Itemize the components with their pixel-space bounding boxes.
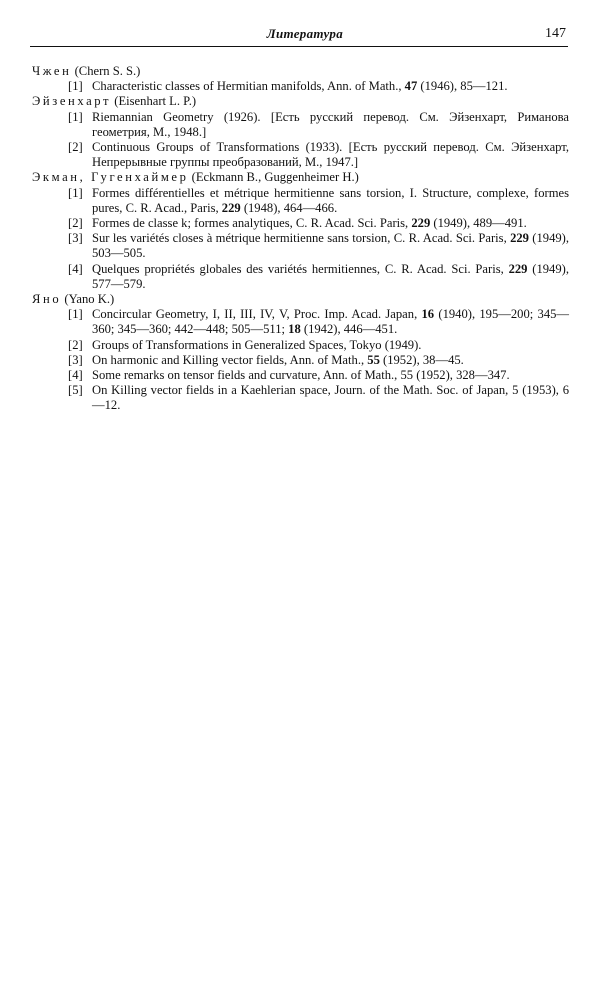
volume-number: 47 (404, 79, 418, 94)
reference-text (92, 79, 569, 94)
header-rule (30, 46, 568, 47)
reference-text-segment: Concircular Geometry, I, II, III, IV, V, Proc. Imp. Acad. Japan, (92, 307, 422, 322)
author-name-latin: (Yano K.) (61, 292, 115, 307)
reference-text (92, 110, 569, 140)
reference-text (92, 231, 569, 261)
reference-number: [5] (68, 383, 83, 398)
page-header (30, 26, 568, 48)
reference-text-segment: (1949), 577—579. (92, 261, 569, 291)
author-heading (32, 292, 569, 307)
author-heading (32, 94, 569, 109)
reference-entry (32, 186, 569, 216)
author-name-russian: Экман, Гугенхаймер (32, 170, 189, 185)
volume-number: 229 (411, 216, 431, 231)
reference-text (92, 186, 569, 216)
volume-number: 18 (288, 322, 301, 337)
author-name-russian: Чжен (32, 64, 72, 78)
reference-entry (32, 79, 569, 94)
reference-number: [1] (68, 185, 83, 200)
reference-number: [1] (68, 307, 83, 322)
reference-text-segment: (1940), 195—200; 345—360; 345—360; 442—448; 505—511; (92, 307, 570, 337)
reference-text-segment: Quelques propriétés globales des variétés hermitiennes, C. R. Acad. Sci. Paris, (92, 261, 509, 276)
reference-entry (32, 368, 569, 383)
reference-text-segment: Riemannian Geometry (1926). [Есть русский перевод. См. Эйзенхарт, Риманова геометрия, М., 1948.] (92, 109, 569, 139)
reference-text-segment: Groups of Transformations in Generalized Spaces, Tokyo (1949). (92, 337, 422, 352)
reference-text-segment: Some remarks on tensor fields and curvature, Ann. of Math., 55 (1952), 328—347. (92, 368, 510, 383)
reference-number: [1] (68, 109, 83, 124)
author-name-russian: Яно (32, 292, 62, 307)
reference-entry (32, 110, 569, 140)
reference-number: [4] (68, 261, 83, 276)
author-name-latin: (Chern S. S.) (71, 64, 141, 78)
reference-entry (32, 307, 569, 337)
reference-entry (32, 140, 569, 170)
reference-text-segment: (1949), 489—491. (430, 216, 527, 231)
reference-number: [2] (68, 216, 83, 231)
reference-text (92, 216, 569, 231)
author-name-latin: (Eckmann B., Guggenheimer H.) (188, 170, 359, 185)
reference-text (92, 383, 569, 413)
reference-text (92, 353, 569, 368)
reference-number: [2] (68, 337, 83, 352)
reference-text (92, 338, 569, 353)
volume-number: 229 (510, 231, 529, 246)
author-name-russian: Эйзенхарт (32, 94, 112, 109)
reference-text-segment: Formes différentielles et métrique hermitienne sans torsion, I. Structure, complexe, formes pures, C. R. Acad., Paris, (92, 185, 569, 215)
reference-number: [3] (68, 231, 83, 246)
author-heading (32, 64, 569, 79)
reference-text-segment: (1952), 38—45. (379, 352, 464, 367)
author-heading (32, 170, 569, 185)
reference-text-segment: (1942), 446—451. (300, 322, 398, 337)
reference-entry (32, 231, 569, 261)
reference-number: [1] (68, 79, 83, 94)
reference-entry (32, 353, 569, 368)
author-name-latin: (Eisenhart L. P.) (111, 94, 197, 109)
reference-text (92, 368, 569, 383)
reference-number: [3] (68, 352, 83, 367)
volume-number: 16 (421, 307, 435, 322)
reference-entry (32, 383, 569, 413)
reference-number: [2] (68, 140, 83, 155)
volume-number: 229 (508, 261, 528, 276)
reference-entry (32, 216, 569, 231)
reference-text-segment: Sur les variétés closes à métrique hermitienne sans torsion, C. R. Acad. Sci. Paris, (92, 231, 511, 246)
reference-text-segment: (1946), 85—121. (417, 79, 508, 94)
reference-text (92, 307, 569, 337)
reference-text (92, 140, 569, 170)
reference-text (92, 262, 569, 292)
volume-number: 229 (221, 200, 241, 215)
reference-text-segment: (1949), 503—505. (92, 231, 570, 261)
reference-text-segment: Characteristic classes of Hermitian manifolds, Ann. of Math., (92, 79, 405, 94)
running-title: Литература (266, 26, 343, 41)
reference-entry (32, 338, 569, 353)
reference-text-segment: Formes de classe k; formes analytiques, C. R. Acad. Sci. Paris, (92, 216, 412, 231)
reference-entry (32, 262, 569, 292)
page-number: 147 (545, 26, 566, 41)
reference-text-segment: On harmonic and Killing vector fields, Ann. of Math., (92, 352, 368, 367)
reference-text-segment: (1948), 464—466. (240, 200, 338, 215)
reference-text-segment: Continuous Groups of Transformations (1933). [Есть русский перевод. См. Эйзенхарт, Непрерывные группы преобразований, М., 1947.] (92, 140, 569, 170)
reference-list (32, 64, 569, 414)
reference-text-segment: On Killing vector fields in a Kaehlerian space, Journ. of the Math. Soc. of Japan, 5 (1953), 6—12. (92, 383, 569, 413)
reference-number: [4] (68, 368, 83, 383)
volume-number: 55 (367, 352, 380, 367)
